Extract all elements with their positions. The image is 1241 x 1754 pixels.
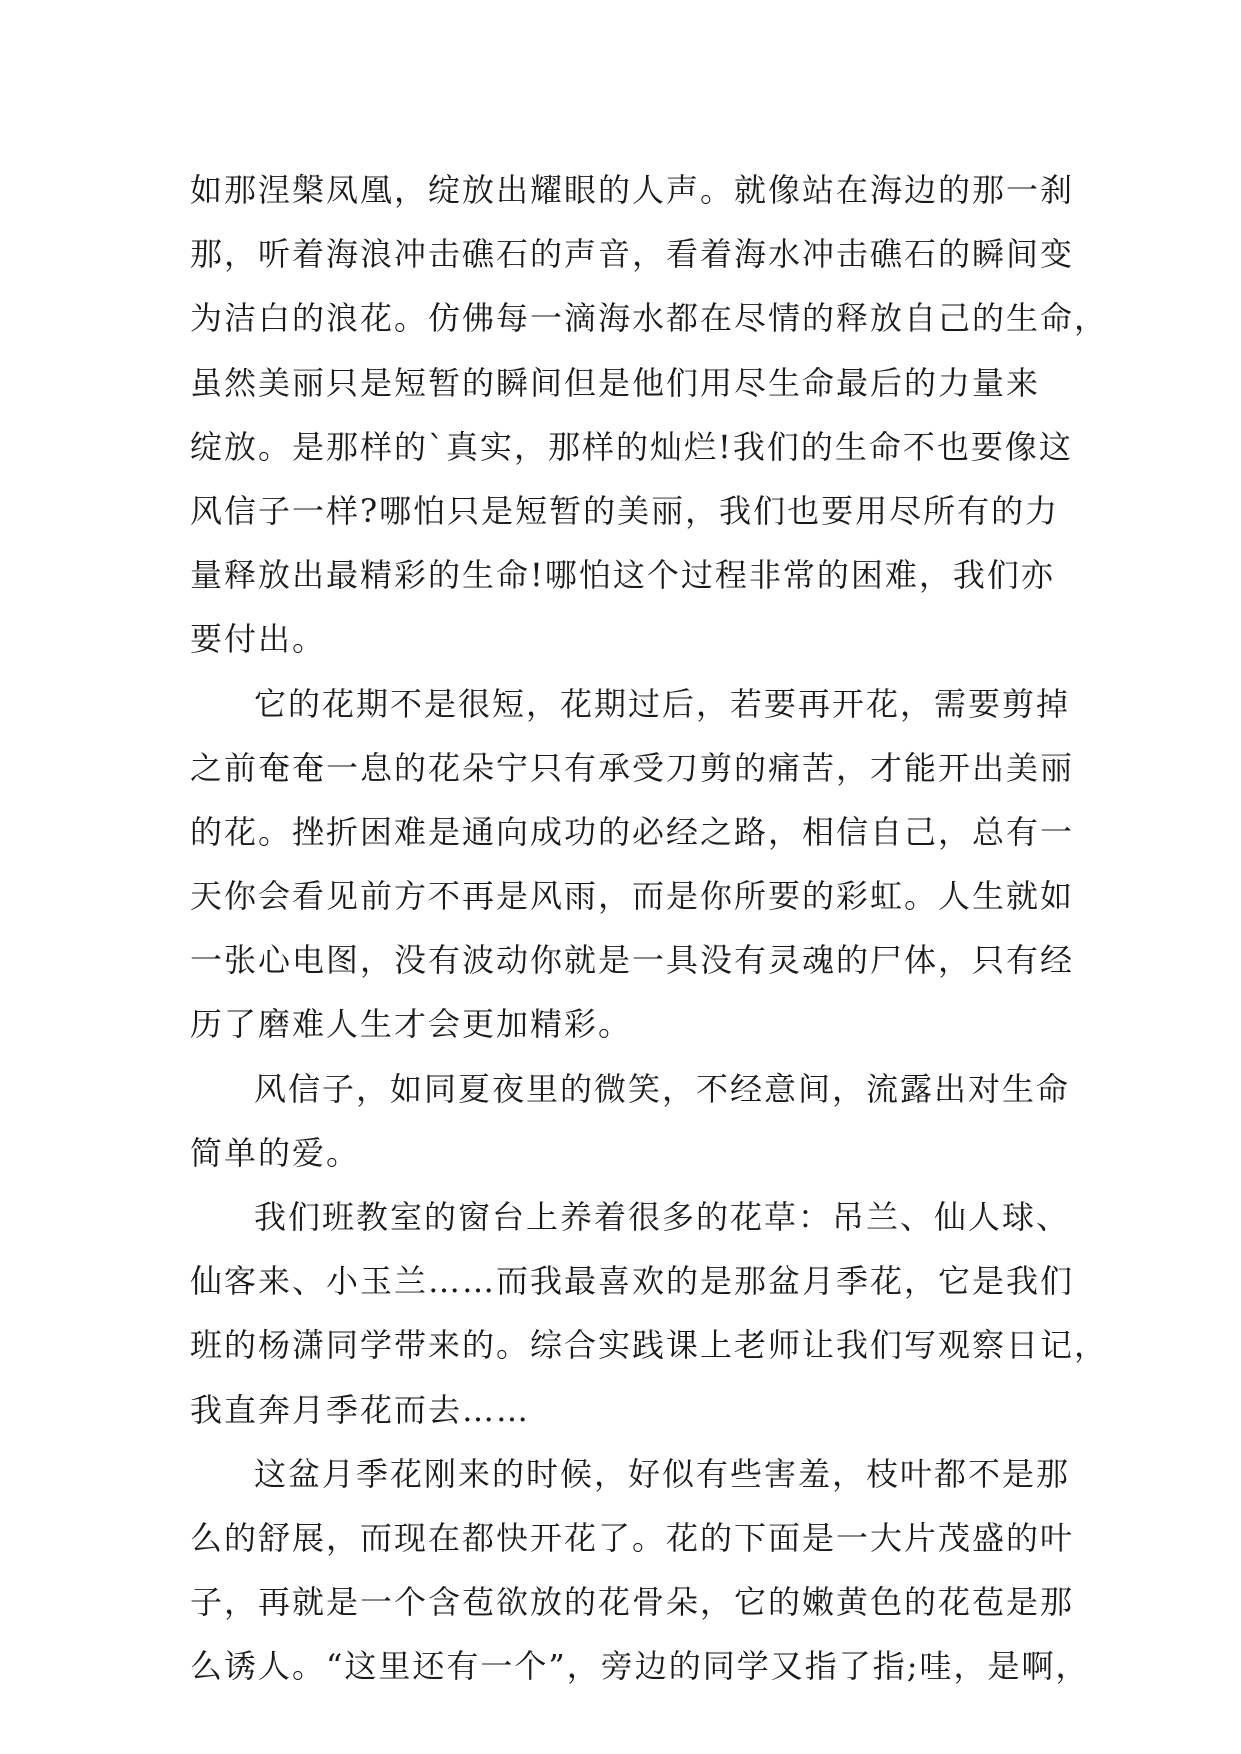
text-line: 为洁白的浪花。仿佛每一滴海水都在尽情的释放自己的生命， [190,299,1109,338]
text-line: 天你会看见前方不再是风雨，而是你所要的彩虹。人生就如 [190,877,1075,916]
text-line: 么诱人。“这里还有一个”，旁边的同学又指了指;哇，是啊， [190,1647,1090,1686]
text-line: 子，再就是一个含苞欲放的花骨朵，它的嫩黄色的花苞是那 [190,1583,1075,1622]
text-line: 如那涅槃凤凰，绽放出耀眼的人声。就像站在海边的那一刹 [190,171,1075,209]
text-line: 的花。挫折困难是通向成功的必经之路，相信自己，总有一 [190,812,1075,851]
text-line: 那，听着海浪冲击礁石的声音，看着海水冲击礁石的瞬间变 [190,235,1075,274]
paragraph-start-line: 风信子，如同夏夜里的微笑，不经意间，流露出对生命 [254,1069,1071,1108]
text-line: 量释放出最精彩的生命!哪怕这个过程非常的困难，我们亦 [190,556,1055,595]
paragraph-start-line: 我们班教室的窗台上养着很多的花草：吊兰、仙人球、 [254,1198,1071,1236]
text-line: 仙客来、小玉兰……而我最喜欢的是那盆月季花，它是我们 [190,1262,1075,1301]
text-line: 要付出。 [190,620,327,659]
text-line: 么的舒展，而现在都快开花了。花的下面是一大片茂盛的叶 [190,1518,1075,1557]
text-line: 历了磨难人生才会更加精彩。 [190,1005,633,1044]
paragraph-start-line: 它的花期不是很短，花期过后，若要再开花，需要剪掉 [254,684,1071,723]
text-line: 我直奔月季花而去…… [190,1390,531,1429]
text-line: 绽放。是那样的`真实，那样的灿烂!我们的生命不也要像这 [190,427,1073,466]
document-body [190,158,1109,1699]
text-line: 简单的爱。 [190,1133,361,1172]
text-line: 之前奄奄一息的花朵宁只有承受刀剪的痛苦，才能开出美丽 [190,748,1075,787]
text-line: 虽然美丽只是短暂的瞬间但是他们用尽生命最后的力量来 [190,363,1041,402]
text-line: 一张心电图，没有波动你就是一具没有灵魂的尸体，只有经 [190,941,1075,980]
text-line: 风信子一样?哪怕只是短暂的美丽，我们也要用尽所有的力 [190,491,1060,530]
text-line: 班的杨潇同学带来的。综合实践课上老师让我们写观察日记， [190,1326,1109,1365]
paragraph-start-line: 这盆月季花刚来的时候，好似有些害羞，枝叶都不是那 [254,1454,1071,1493]
